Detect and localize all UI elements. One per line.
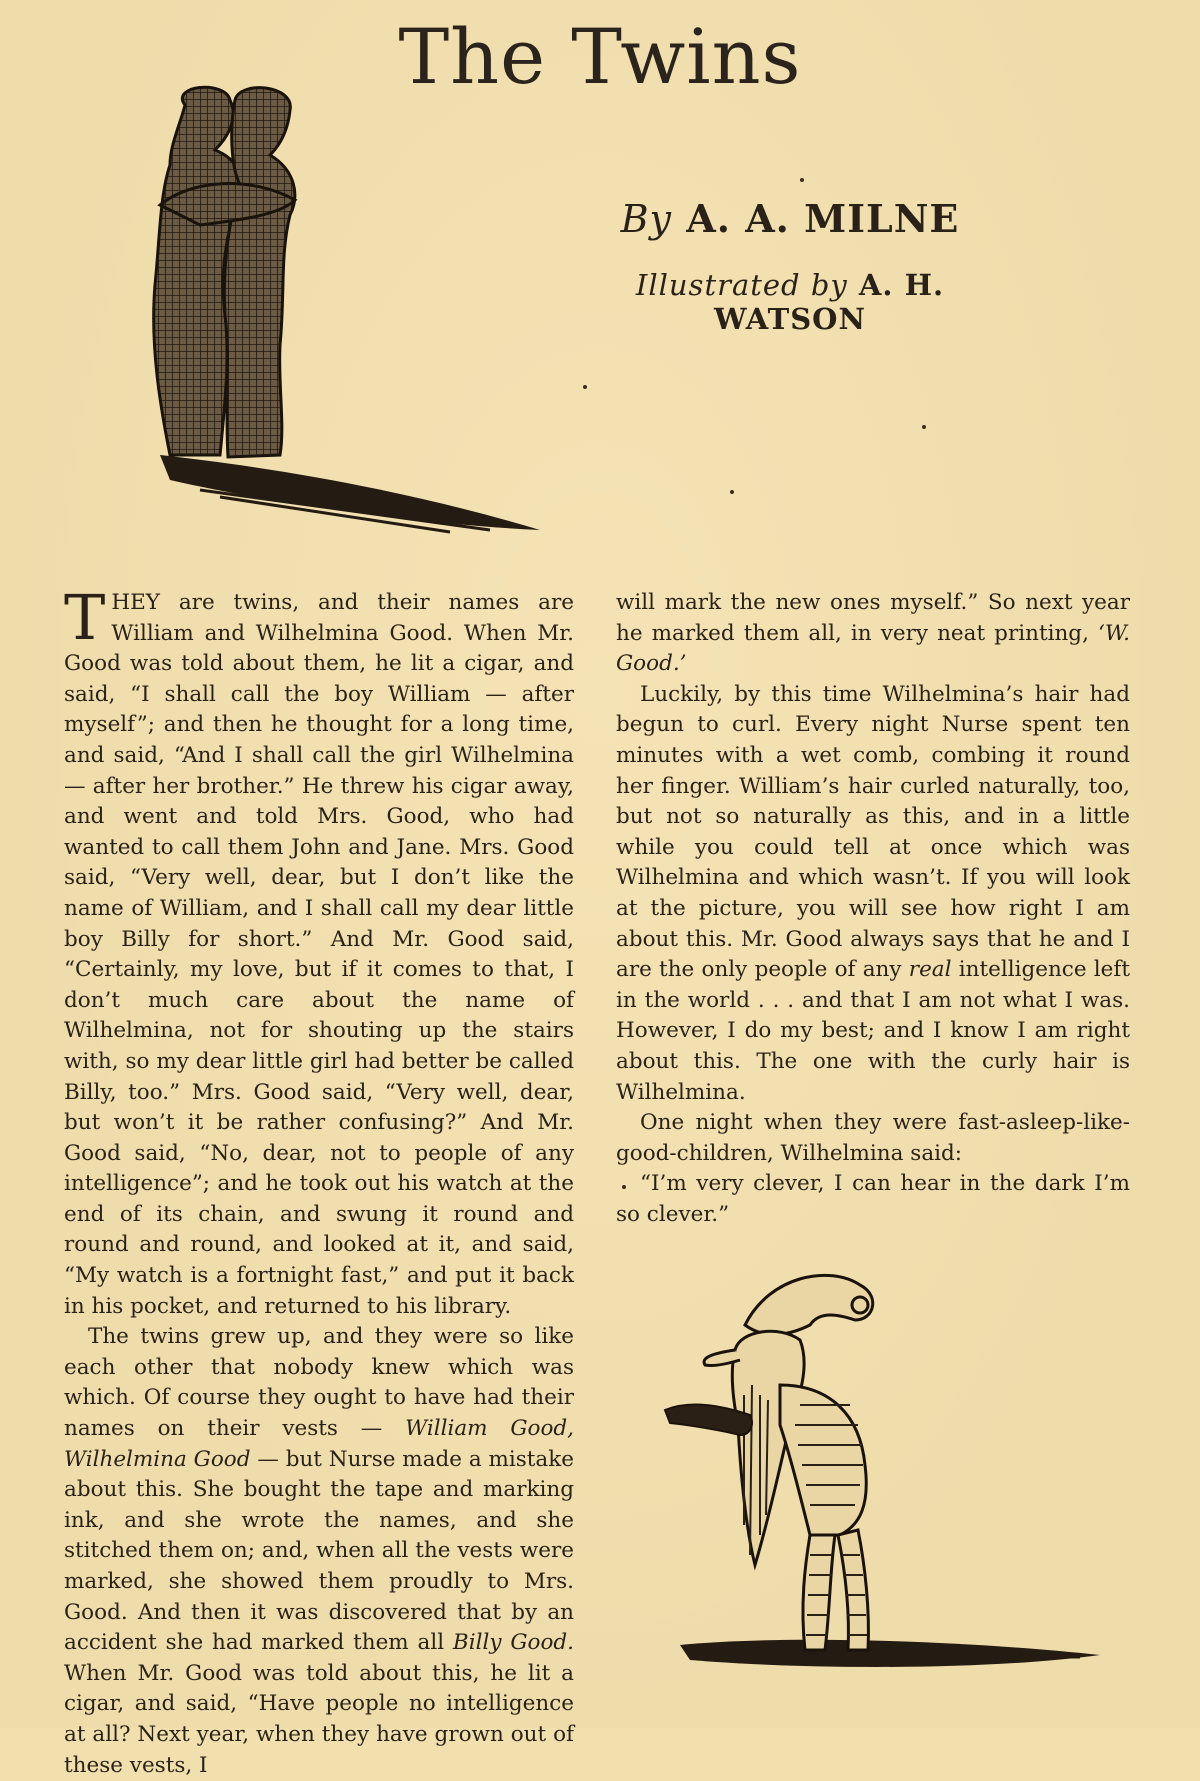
italic-text: real: [908, 957, 952, 983]
byline-prefix: By: [620, 197, 673, 241]
paragraph: “I’m very clever, I can hear in the dark I’m so clever.”: [616, 1171, 1130, 1227]
illustrator-name: A. H. WATSON: [714, 268, 945, 336]
illustrated-prefix: Illustrated by: [635, 268, 848, 302]
paragraph-text: intelligence left in the world . . . and that I am not what I was. However, I do my best; and I know I am right about this. The one with the curly hair is Wilhelmina.: [616, 957, 1130, 1105]
paragraph: [64, 1322, 574, 1781]
paper-speck: [800, 178, 804, 182]
right-text-column: [616, 588, 1130, 1230]
paragraph-text: When Mr. Good was told about this, he lit a cigar, and said, “Have people no intelligence at all? Next year, when they have grown out of these vests, I: [64, 1660, 574, 1778]
paper-speck: [730, 490, 734, 494]
italic-text: ‘W. Good.’: [616, 620, 1130, 677]
italic-text: William Good, Wilhelmina Good: [64, 1416, 574, 1472]
paper-speck: [922, 425, 926, 429]
paragraph: [616, 680, 1130, 1108]
italic-text: Billy Good.: [452, 1630, 574, 1656]
author-byline: [560, 196, 1020, 241]
paragraph-text: Luckily, by this time Wilhelmina’s hair had begun to curl. Every night Nurse spent ten minutes with a wet comb, combing it round her finger. William’s hair curled naturally, too, but not so naturally as this, and in a little while you could tell at once which was Wilhelmina and which wasn’t. If you will look at the picture, you will see how right I am about this. Mr. Good always says that he and I are the only people of any: [616, 681, 1130, 983]
paragraph-text: — but Nurse made a mistake about this. She bought the tape and marking ink, and she wrote the names, and she stitched them on; and, when all the vests were marked, she showed them proudly to Mrs. Good. And then it was discovered that by an accident she had marked them all: [64, 1446, 574, 1656]
paragraph: [616, 588, 1130, 680]
gnome-illustration: [660, 1265, 1110, 1675]
paper-speck: [583, 385, 587, 389]
illustrator-byline: [560, 268, 1020, 336]
author-name: A. A. MILNE: [686, 196, 960, 241]
twins-illustration: [130, 85, 550, 535]
drop-cap: T: [64, 581, 106, 654]
paragraph: One night when they were fast-asleep-like-good-children, Wilhelmina said:: [616, 1110, 1130, 1166]
paper-speck: [622, 1185, 626, 1189]
paragraph-text: will mark the new ones myself.” So next year he marked them all, in very neat printing,: [616, 590, 1130, 646]
paragraph-text: The twins grew up, and they were so like each other that nobody knew which was which. Of course they ought to have had their names on their vests —: [64, 1324, 574, 1442]
left-text-column: [64, 581, 574, 1781]
paragraph-text: HEY are twins, and their names are William and Wilhelmina Good. When Mr. Good was told about them, he lit a cigar, and said, “I shall call the boy William — after myself”; and then he thought for a long time, and said, “And I shall call the girl Wilhelmina — after her brother.” He threw his cigar away, and went and told Mrs. Good, who had wanted to call them John and Jane. Mrs. Good said, “Very well, dear, but I don’t like the name of William, and I shall call my dear little boy Billy for short.” And Mr. Good said, “Certainly, my love, but if it comes to that, I don’t much care about the name of Wilhelmina, not for shouting up the stairs with, so my dear little girl had better be called Billy, too.” Mrs. Good said, “Very well, dear, but won’t it be rather confusing?” And Mr. Good said, “No, dear, not to people of any intelligence”; and he took out his watch at the end of its chain, and swung it round and round and round, and looked at it, and said, “My watch is a fortnight fast,” and put it back in his pocket, and returned to his library.: [64, 590, 574, 1319]
article-title: The Twins: [398, 12, 802, 101]
paragraph: [64, 581, 574, 1322]
